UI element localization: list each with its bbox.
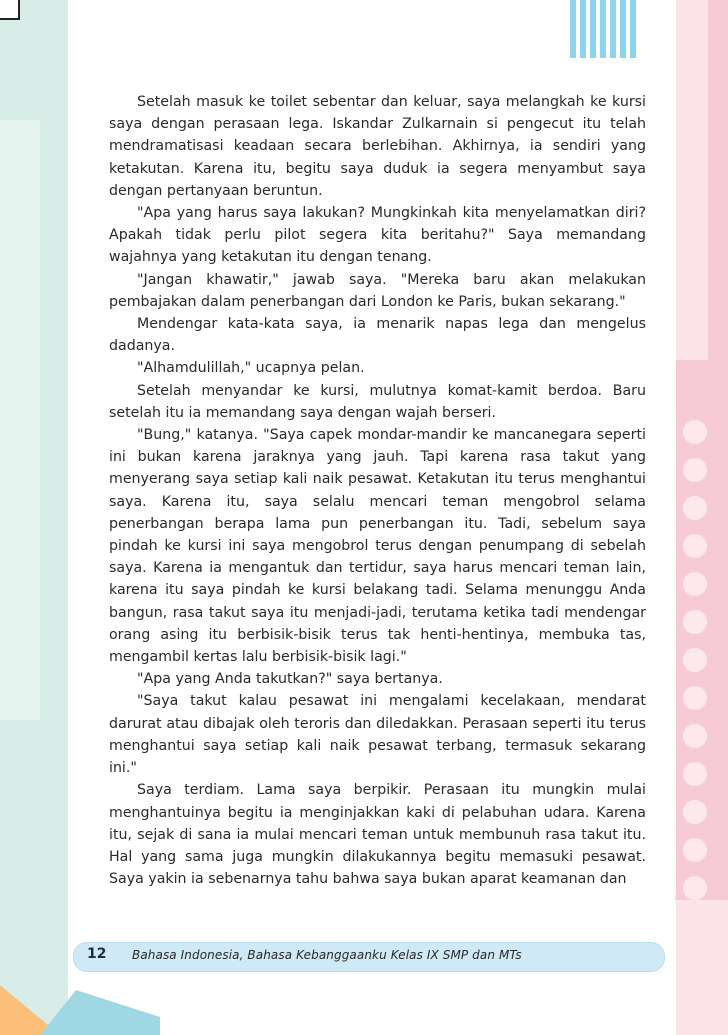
stripe — [580, 0, 586, 58]
paragraph: "Alhamdulillah," ucapnya pelan. — [137, 360, 365, 377]
stripe — [600, 0, 606, 58]
paragraph: "Apa yang Anda takutkan?" saya bertanya. — [137, 671, 443, 688]
dot — [683, 838, 707, 862]
stripe — [610, 0, 616, 58]
book-title: Bahasa Indonesia, Bahasa Kebanggaanku Kelas IX SMP dan MTs — [132, 948, 522, 962]
dot — [683, 458, 707, 482]
dot — [683, 800, 707, 824]
paragraph: Saya terdiam. Lama saya berpikir. Perasaan itu mungkin mulai menghantuinya begitu ia menginjakkan kaki di pelabuhan udara. Karena itu, sejak di sana ia mulai mencari teman untuk membunuh rasa takut itu. Hal yang sama juga mungkin dilakukannya begitu memasuki pesawat. Saya yakin ia sebenarnya tahu bahwa saya bukan aparat keamanan dan — [109, 782, 646, 888]
crop-mark — [0, 0, 20, 20]
paragraph: Setelah masuk ke toilet sebentar dan keluar, saya melangkah ke kursi saya dengan perasaan lega. Iskandar Zulkarnain si pengecut itu telah mendramatisasi keadaan secara berlebihan. Akhirnya, ia sendiri yang ketakutan. Karena itu, begitu saya duduk ia segera menyambut saya dengan pertanyaan beruntun. — [109, 94, 646, 199]
dot — [683, 724, 707, 748]
stripe — [570, 0, 576, 58]
dot — [683, 420, 707, 444]
paragraph: Setelah menyandar ke kursi, mulutnya komat-kamit berdoa. Baru setelah itu ia memandang saya dengan wajah berseri. — [109, 382, 646, 421]
dot — [683, 496, 707, 520]
stripe — [590, 0, 596, 58]
paragraph: "Bung," katanya. "Saya capek mondar-mandir ke mancanegara seperti ini bukan karena jaraknya yang jauh. Tapi karena rasa takut yang menyerang saya setiap kali naik pesawat. Ketakutan itu terus menghantui saya. Karena itu, saya selalu mencari teman mengobrol selama penerbangan berapa lama pun penerbangan itu. Tadi, sebelum saya pindah ke kursi ini saya mengobrol terus dengan penumpang di sebelah saya. Karena ia mengantuk dan tertidur, saya harus mencari teman lain, karena itu saya pindah ke kursi belakang tadi. Selama menunggu Anda bangun, rasa takut saya itu menjadi-jadi, terutama ketika tadi mendengar orang asing itu berbisik-bisik terus tak henti-hentinya, membuka tas, mengambil kertas lalu berbisik-bisik lagi." — [109, 427, 646, 666]
dot — [683, 534, 707, 558]
dot — [683, 762, 707, 786]
dot — [683, 686, 707, 710]
left-decor-band-light — [0, 120, 40, 720]
page-number: 12 — [87, 946, 107, 962]
paragraph: "Apa yang harus saya lakukan? Mungkinkah kita menyelamatkan diri? Apakah tidak perlu pilot segera kita beritahu?" Saya memandang wajahnya yang ketakutan itu dengan tenang. — [109, 205, 646, 266]
paragraph: "Jangan khawatir," jawab saya. "Mereka baru akan melakukan pembajakan dalam penerbangan dari London ke Paris, bukan sekarang." — [109, 271, 646, 310]
stripe — [630, 0, 636, 58]
dot — [683, 572, 707, 596]
paragraph: "Saya takut kalau pesawat ini mengalami kecelakaan, mendarat darurat atau dibajak oleh teroris dan diledakkan. Perasaan seperti itu terus menghantui saya setiap kali naik pesawat terbang, termasuk sekarang ini." — [109, 693, 646, 777]
dot — [683, 610, 707, 634]
dot — [683, 648, 707, 672]
story-body — [109, 91, 646, 890]
stripe — [620, 0, 626, 58]
dot — [683, 876, 707, 900]
paragraph: Mendengar kata-kata saya, ia menarik napas lega dan mengelus dadanya. — [109, 316, 646, 355]
